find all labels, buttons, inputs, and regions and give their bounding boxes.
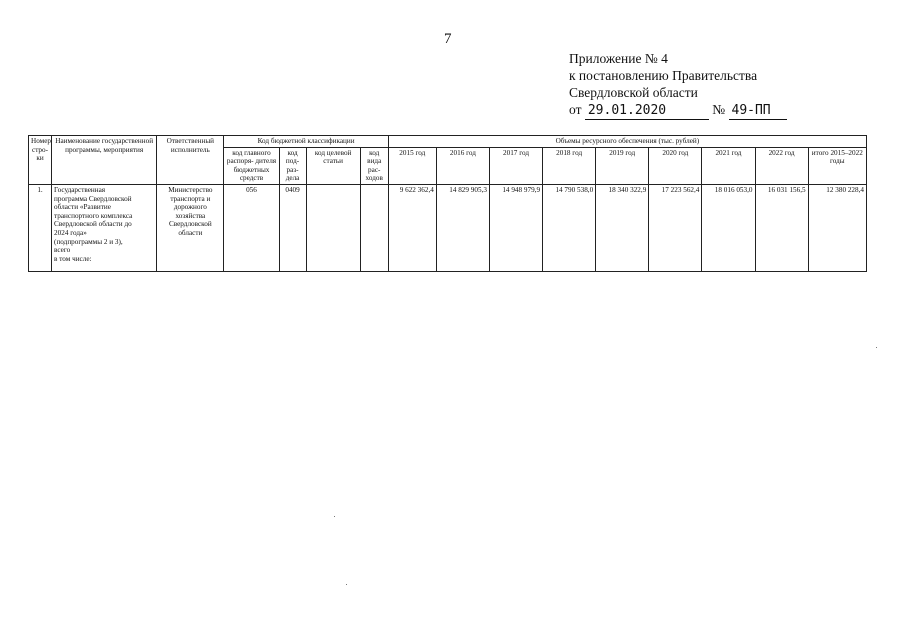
cell-year-value: 17 223 562,4 bbox=[649, 184, 702, 271]
page-number: 7 bbox=[444, 31, 452, 47]
col-header-total: итого 2015–2022 годы bbox=[808, 147, 866, 184]
col-header-year: 2022 год bbox=[755, 147, 808, 184]
col-header-year: 2021 год bbox=[702, 147, 755, 184]
cell-year-value: 16 031 156,5 bbox=[755, 184, 808, 271]
col-header-resources: Объемы ресурсного обеспечения (тыс. рублей) bbox=[388, 136, 866, 148]
appendix-resolution-line: к постановлению Правительства bbox=[569, 68, 758, 83]
col-header-section-code: код под- раз- дела bbox=[279, 147, 306, 184]
program-name-line: программа Свердловской bbox=[54, 194, 132, 203]
cell-target-article-code bbox=[306, 184, 360, 271]
col-header-name: Наименование государственной программы, мероприятия bbox=[52, 136, 157, 185]
scan-speck bbox=[346, 584, 347, 585]
program-name-line: Свердловской области до bbox=[54, 220, 132, 229]
cell-executor: Министерство транспорта и дорожного хозяйства Свердловской области bbox=[157, 184, 224, 271]
program-name-line: Государственная bbox=[54, 185, 106, 194]
col-header-expense-type-code: код вида рас- ходов bbox=[360, 147, 388, 184]
col-header-year: 2019 год bbox=[596, 147, 649, 184]
cell-year-value: 14 948 979,9 bbox=[489, 184, 542, 271]
from-label: от bbox=[569, 102, 582, 117]
program-name-line: (подпрограммы 2 и 3), bbox=[54, 237, 123, 246]
appendix-title: Приложение № 4 bbox=[569, 51, 668, 66]
appendix-region-line: Свердловской области bbox=[569, 85, 698, 100]
cell-year-value: 9 622 362,4 bbox=[388, 184, 436, 271]
col-header-budget-classification: Код бюджетной классификации bbox=[224, 136, 388, 148]
scan-speck bbox=[876, 347, 877, 348]
cell-program-name bbox=[52, 184, 157, 271]
number-label: № bbox=[712, 102, 726, 117]
cell-section-code: 0409 bbox=[279, 184, 306, 271]
program-name-line: транспортного комплекса bbox=[54, 211, 133, 220]
col-header-year: 2015 год bbox=[388, 147, 436, 184]
cell-year-value: 14 790 538,0 bbox=[543, 184, 596, 271]
cell-year-value: 18 016 053,0 bbox=[702, 184, 755, 271]
cell-row-number: 1. bbox=[29, 184, 52, 271]
cell-year-value: 14 829 905,3 bbox=[436, 184, 489, 271]
table-header-row bbox=[29, 136, 867, 148]
cell-expense-type-code bbox=[360, 184, 388, 271]
appendix-header bbox=[569, 50, 787, 120]
col-header-row-number: Номер стро- ки bbox=[29, 136, 52, 185]
appendix-date-number-line bbox=[569, 101, 787, 120]
resolution-date: 29.01.2020 bbox=[585, 102, 709, 120]
col-header-year: 2018 год bbox=[543, 147, 596, 184]
program-name-line: области «Развитие bbox=[54, 203, 111, 212]
col-header-year: 2017 год bbox=[489, 147, 542, 184]
col-header-target-article-code: код целевой статьи bbox=[306, 147, 360, 184]
cell-main-manager-code: 056 bbox=[224, 184, 279, 271]
program-name-line: всего bbox=[54, 246, 71, 255]
col-header-year: 2016 год bbox=[436, 147, 489, 184]
col-header-executor: Ответственный исполнитель bbox=[157, 136, 224, 185]
table-row bbox=[29, 184, 867, 271]
program-name-line: в том числе: bbox=[54, 254, 92, 263]
resource-table bbox=[28, 135, 867, 272]
col-header-main-manager-code: код главного распоря- дителя бюджетных средств bbox=[224, 147, 279, 184]
col-header-year: 2020 год bbox=[649, 147, 702, 184]
program-name-line: 2024 года» bbox=[54, 228, 87, 237]
resolution-number: 49-ПП bbox=[729, 102, 787, 120]
cell-year-value: 18 340 322,9 bbox=[596, 184, 649, 271]
cell-total-value: 12 380 228,4 bbox=[808, 184, 866, 271]
scan-speck bbox=[334, 516, 335, 517]
